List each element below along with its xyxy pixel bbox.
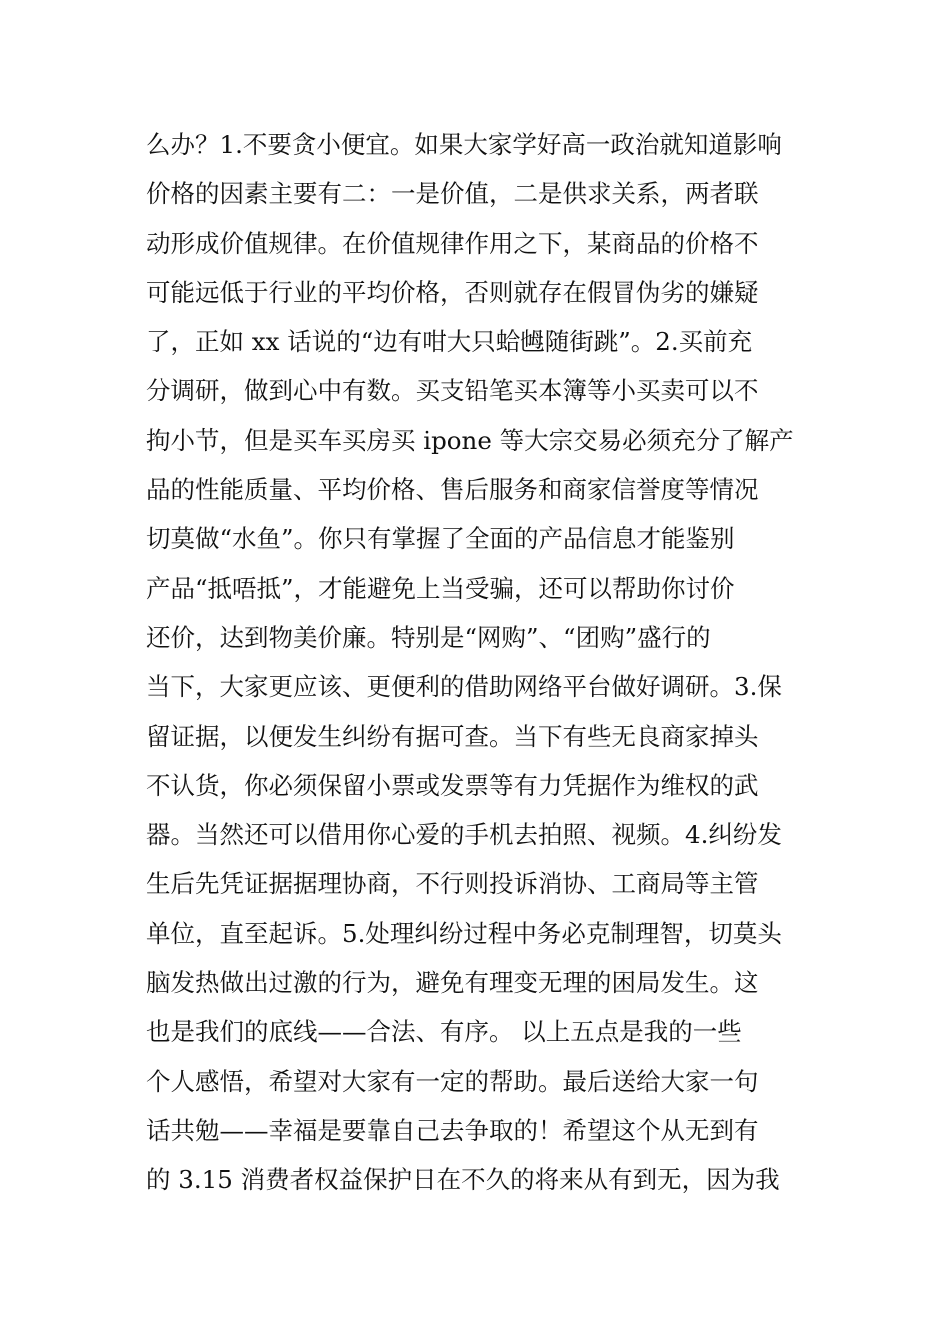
text-line: 的 3.15 消费者权益保护日在不久的将来从有到无，因为我 [146, 1165, 780, 1195]
text-line: 还价，达到物美价廉。特别是“网购”、“团购”盛行的 [146, 622, 711, 652]
text-line: 产品“抵唔抵”，才能避免上当受骗，还可以帮助你讨价 [146, 573, 735, 603]
text-line: 动形成价值规律。在价值规律作用之下，某商品的价格不 [146, 228, 759, 258]
text-line: 么办？1.不要贪小便宜。如果大家学好高一政治就知道影响 [146, 130, 782, 159]
text-line: 生后先凭证据据理协商，不行则投诉消协、工商局等主管 [146, 869, 759, 899]
text-line: 脑发热做出过激的行为，避免有理变无理的困局发生。这 [146, 968, 759, 998]
text-line: 分调研，做到心中有数。买支铅笔买本簿等小买卖可以不 [146, 376, 759, 406]
text-line: 品的性能质量、平均价格、售后服务和商家信誉度等情况 [146, 475, 759, 505]
text-line: 拘小节，但是买车买房买 ipone 等大宗交易必须充分了解产 [146, 425, 794, 455]
text-line: 价格的因素主要有二：一是价值，二是供求关系，两者联 [146, 179, 759, 209]
text-line: 当下，大家更应该、更便利的借助网络平台做好调研。3.保 [146, 672, 782, 702]
text-line: 切莫做“水鱼”。你只有掌握了全面的产品信息才能鉴别 [146, 524, 735, 554]
text-line: 了，正如 xx 话说的“边有咁大只蛤乸随街跳”。2.买前充 [146, 327, 753, 357]
text-line: 留证据，以便发生纠纷有据可查。当下有些无良商家掉头 [146, 721, 759, 751]
text-line: 不认货，你必须保留小票或发票等有力凭据作为维权的武 [146, 770, 759, 800]
text-line: 单位，直至起诉。5.处理纠纷过程中务必克制理智，切莫头 [146, 918, 782, 948]
text-line: 可能远低于行业的平均价格，否则就存在假冒伪劣的嫌疑 [146, 277, 759, 307]
text-line: 也是我们的底线——合法、有序。 以上五点是我的一些 [146, 1017, 742, 1047]
text-line: 器。当然还可以借用你心爱的手机去拍照、视频。4.纠纷发 [146, 820, 782, 850]
body-text [146, 120, 826, 1205]
text-line: 个人感悟，希望对大家有一定的帮助。最后送给大家一句 [146, 1066, 759, 1096]
text-line: 话共勉——幸福是要靠自己去争取的！希望这个从无到有 [146, 1115, 759, 1145]
